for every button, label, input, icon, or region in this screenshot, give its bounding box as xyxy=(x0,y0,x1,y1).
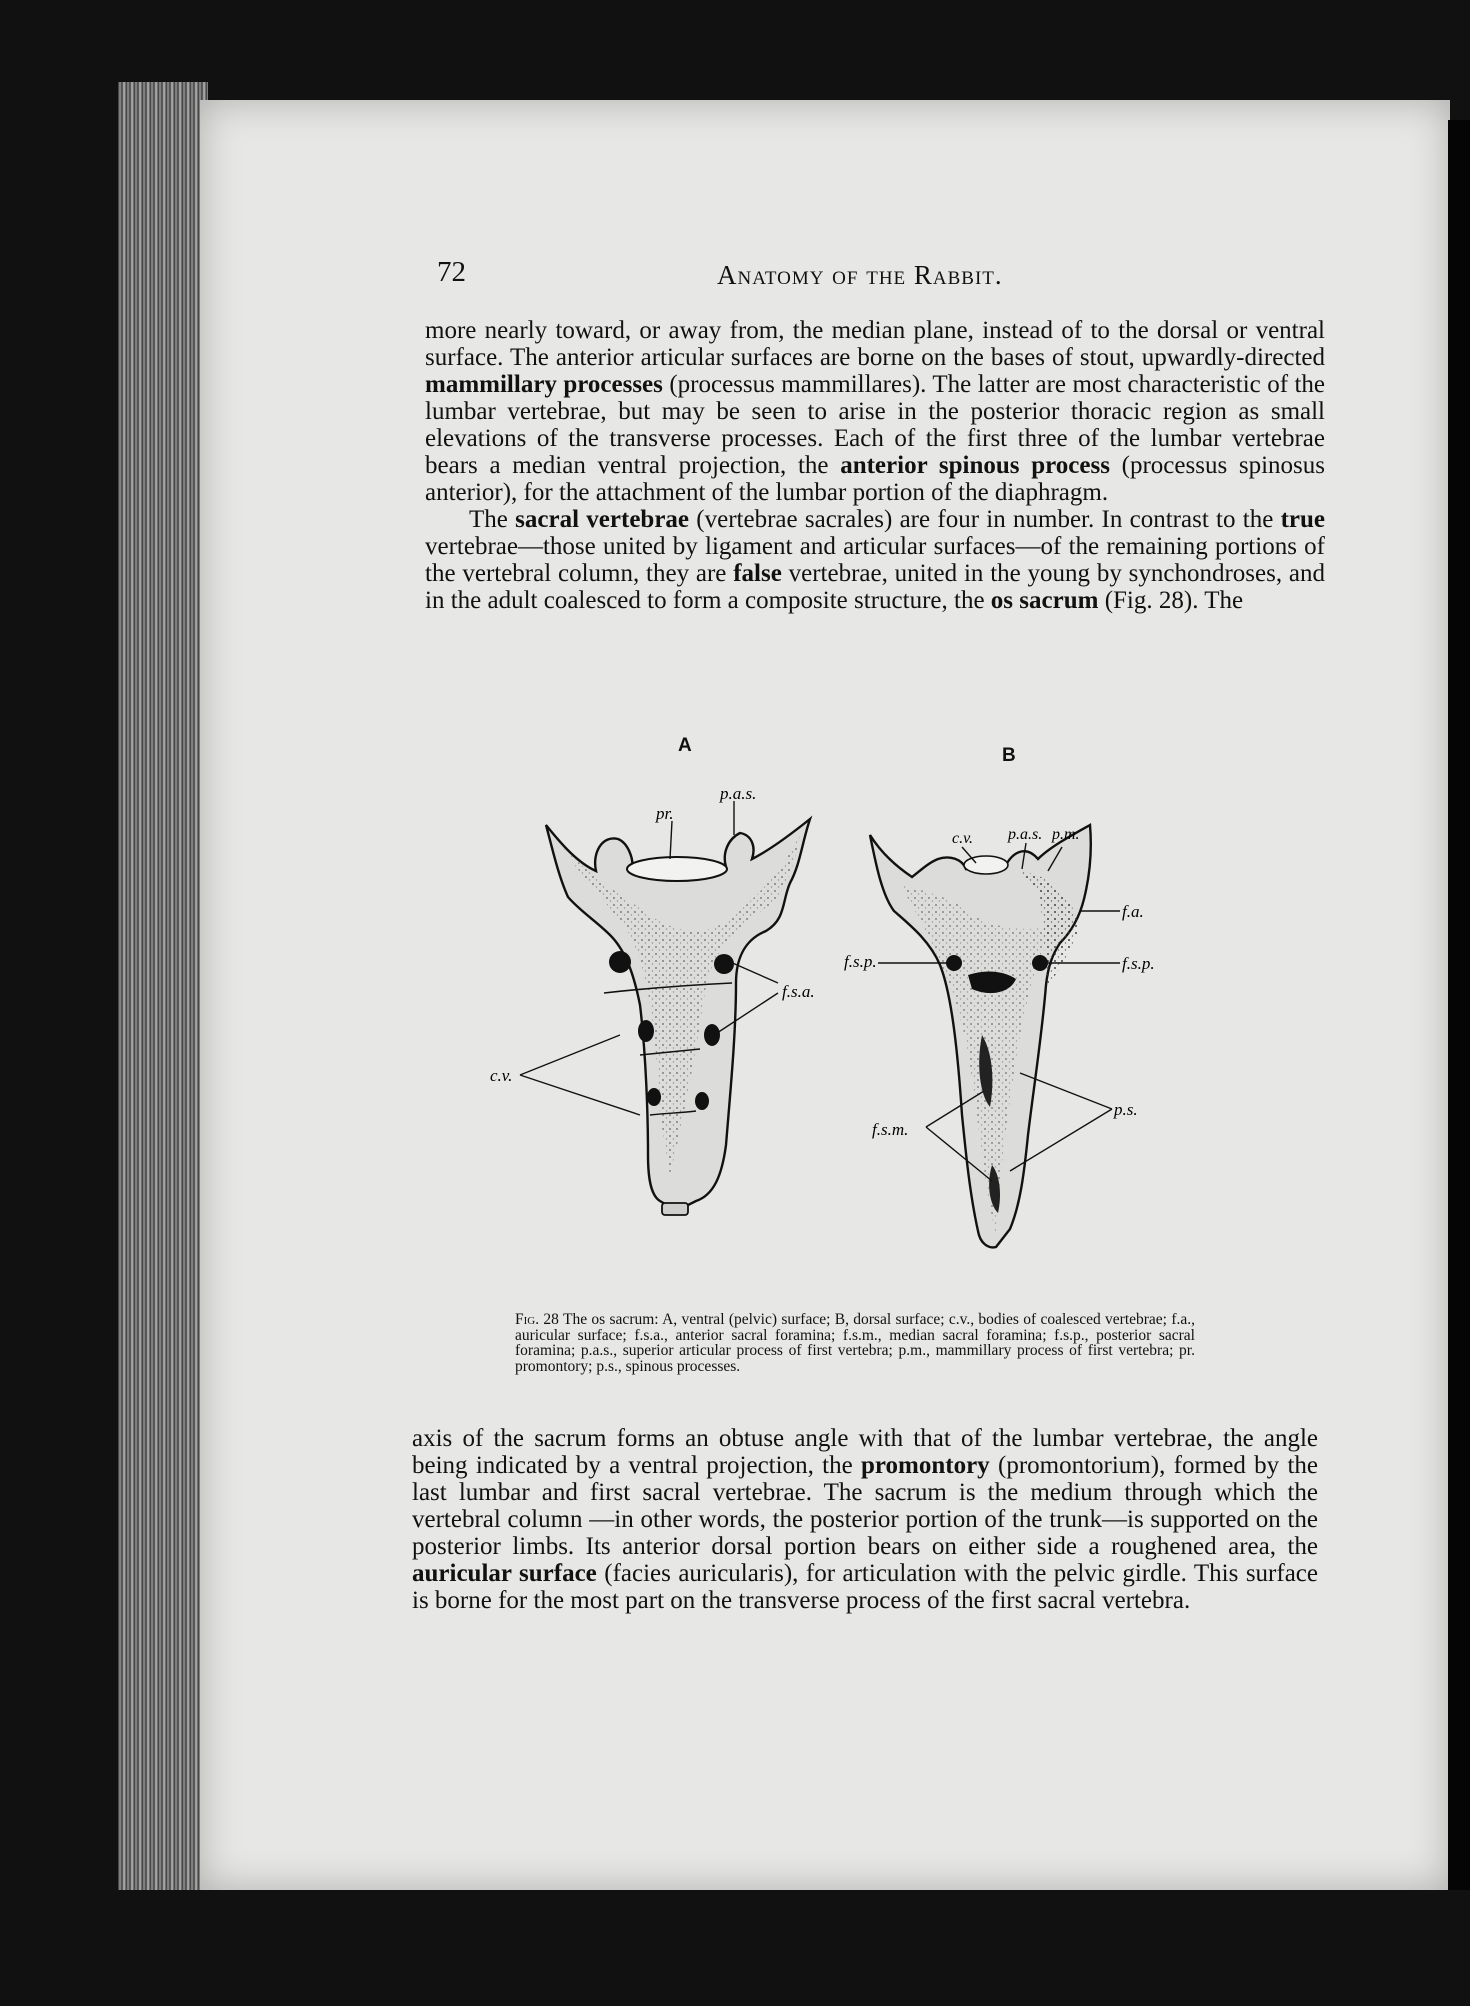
sacrum-dorsal-view xyxy=(844,825,1155,1247)
paragraph xyxy=(425,317,1325,506)
paragraph xyxy=(412,1425,1318,1614)
text-run: (processus spinosus anterior), for the attachment of the lumbar portion of the diaphragm. xyxy=(425,452,1326,506)
text-run: (facies auricularis), for articulation with the pelvic girdle. This surface is borne for the most part on the transverse process of the first sacral vertebra. xyxy=(412,1560,1318,1614)
label-pas-b: p.a.s. xyxy=(1008,826,1043,843)
paragraph xyxy=(425,506,1325,614)
label-pr: pr. xyxy=(656,804,674,823)
bold-term: false xyxy=(733,560,782,587)
label-fsp-left: f.s.p. xyxy=(844,952,877,971)
bold-term: sacral vertebrae xyxy=(515,506,690,533)
text-run: axis of the sacrum forms an obtuse angle with that of the lumbar vertebrae, the angle being indicated by a ventral projection, the xyxy=(412,1425,1318,1479)
text-run: more nearly toward, or away from, the median plane, instead of to the dorsal or ventral surface. The anterior articular surfaces are borne on the bases of stout, upwardly-directed xyxy=(425,317,1325,371)
label-fsa: f.s.a. xyxy=(782,982,815,1001)
bold-term: auricular surface xyxy=(412,1560,597,1587)
label-pm: p.m. xyxy=(1052,826,1080,843)
sacrum-illustration xyxy=(490,735,1220,1305)
text-run: The xyxy=(469,506,516,533)
bold-term: anterior spinous process xyxy=(840,452,1110,479)
body-text-top xyxy=(425,317,1325,614)
label-cv-b: c.v. xyxy=(952,830,974,847)
figure-os-sacrum xyxy=(490,735,1220,1305)
page-header xyxy=(437,256,1337,296)
label-fsm: f.s.m. xyxy=(872,1120,909,1139)
facing-page-gutter xyxy=(1448,120,1470,1890)
bold-term: promontory xyxy=(860,1452,990,1479)
body-text-bottom xyxy=(412,1425,1318,1614)
label-fa: f.a. xyxy=(1122,902,1144,921)
text-run: vertebrae—those united by ligament and articular surfaces—of the remaining portions of the vertebral column, they are xyxy=(425,533,1325,587)
running-head: Anatomy of the Rabbit. xyxy=(717,260,1003,290)
label-fsp-right: f.s.p. xyxy=(1122,954,1155,973)
sacrum-ventral-view xyxy=(490,784,815,1215)
bold-term: mammillary processes xyxy=(425,371,663,398)
text-run: (promontorium), formed by the last lumbar and first sacral vertebrae. The sacrum is the medium through which the vertebral column —in other words, the posterior portion of the trunk—is supported on the posterior limbs. Its anterior dorsal portion bears on either side a roughened area, the xyxy=(412,1452,1318,1560)
text-run: (Fig. 28). The xyxy=(1098,587,1244,614)
panel-label-b: B xyxy=(1002,745,1016,766)
caption-text: The os sacrum: A, ventral (pelvic) surface; B, dorsal surface; c.v., bodies of coalesced vertebrae; f.a., auricular surface; f.s.a., anterior sacral foramina; f.s.m., median sacral foramina; f.s.p., posterior sacral foramina; p.a.s., superior articular process of first vertebra; p.m., mammillary process of first vertebra; pr. promontory; p.s., spinous processes. xyxy=(515,1311,1195,1375)
text-run: vertebrae, united in the young by synchondroses, and in the adult coalesced to form a composite structure, the xyxy=(425,560,1326,614)
caption-figure-number: Fig. 28 xyxy=(515,1311,559,1328)
label-ps: p.s. xyxy=(1114,1100,1138,1119)
text-run: (vertebrae sacrales) are four in number. In contrast to the xyxy=(689,506,1281,533)
figure-caption xyxy=(515,1312,1195,1374)
bold-term: os sacrum xyxy=(990,587,1099,614)
label-pas-a: p.a.s. xyxy=(720,784,757,803)
text-run: (processus mammillares). The latter are most characteristic of the lumbar vertebrae, but may be seen to arise in the posterior thoracic region as small elevations of the transverse processes. Each of the first three of the lumbar vertebrae bears a median ventral projection, the xyxy=(425,371,1326,479)
page-number: 72 xyxy=(437,256,466,288)
label-cv-a: c.v. xyxy=(490,1066,513,1085)
panel-label-a: A xyxy=(678,735,692,756)
bold-term: true xyxy=(1280,506,1325,533)
book-page-edges xyxy=(118,82,208,1890)
